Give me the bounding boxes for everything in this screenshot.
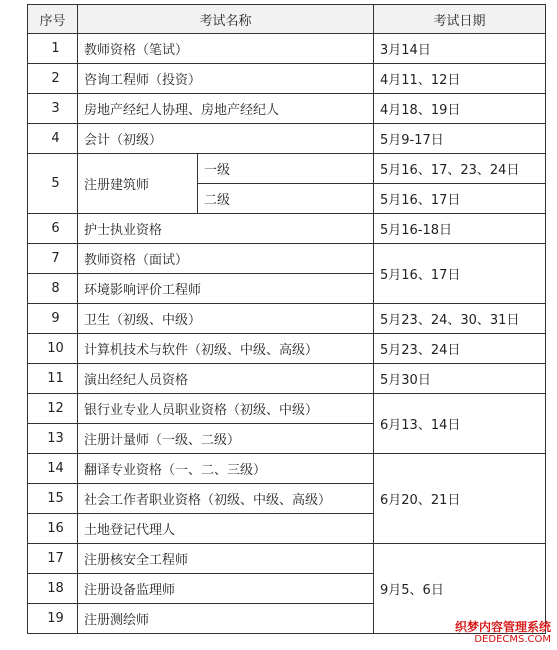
row-number: 8 <box>28 274 78 304</box>
row-number: 19 <box>28 604 78 634</box>
exam-name: 计算机技术与软件（初级、中级、高级） <box>78 334 374 364</box>
row-number: 3 <box>28 94 78 124</box>
exam-date: 9月5、6日 <box>374 544 546 634</box>
table-row <box>28 544 546 574</box>
header-no: 序号 <box>28 5 78 34</box>
table-row <box>28 34 546 64</box>
exam-name: 卫生（初级、中级） <box>78 304 374 334</box>
exam-name: 翻译专业资格（一、二、三级） <box>78 454 374 484</box>
watermark <box>455 620 551 646</box>
exam-date: 4月11、12日 <box>374 64 546 94</box>
exam-name: 教师资格（笔试） <box>78 34 374 64</box>
exam-name: 注册计量师（一级、二级） <box>78 424 374 454</box>
row-number: 16 <box>28 514 78 544</box>
table-row <box>28 244 546 274</box>
watermark-title: 织梦内容管理系统 <box>454 619 551 634</box>
exam-date: 5月16-18日 <box>374 214 546 244</box>
exam-name: 演出经纪人员资格 <box>78 364 374 394</box>
table-row <box>28 154 546 184</box>
exam-name: 社会工作者职业资格（初级、中级、高级） <box>78 484 374 514</box>
exam-date: 6月20、21日 <box>374 454 546 544</box>
row-number: 17 <box>28 544 78 574</box>
exam-name: 环境影响评价工程师 <box>78 274 374 304</box>
header-exam-name: 考试名称 <box>78 5 374 34</box>
exam-date: 3月14日 <box>374 34 546 64</box>
exam-date: 6月13、14日 <box>374 394 546 454</box>
exam-name: 土地登记代理人 <box>78 514 374 544</box>
exam-name: 教师资格（面试） <box>78 244 374 274</box>
table-row <box>28 304 546 334</box>
row-number: 6 <box>28 214 78 244</box>
row-number: 4 <box>28 124 78 154</box>
exam-schedule-table <box>27 4 546 634</box>
table-row <box>28 364 546 394</box>
header-exam-date: 考试日期 <box>374 5 546 34</box>
row-number: 9 <box>28 304 78 334</box>
exam-name: 注册测绘师 <box>78 604 374 634</box>
exam-date: 5月9-17日 <box>374 124 546 154</box>
watermark-domain: DEDECMS.COM <box>474 634 551 645</box>
table-row <box>28 64 546 94</box>
row-number: 10 <box>28 334 78 364</box>
exam-name: 注册设备监理师 <box>78 574 374 604</box>
exam-date: 5月23、24日 <box>374 334 546 364</box>
row-number: 12 <box>28 394 78 424</box>
row-number: 2 <box>28 64 78 94</box>
exam-date: 5月30日 <box>374 364 546 394</box>
exam-name: 注册核安全工程师 <box>78 544 374 574</box>
exam-date: 4月18、19日 <box>374 94 546 124</box>
table-row <box>28 124 546 154</box>
row-number: 1 <box>28 34 78 64</box>
exam-date: 5月16、17日 <box>374 184 546 214</box>
exam-date: 5月16、17日 <box>374 244 546 304</box>
exam-level: 一级 <box>198 154 374 184</box>
table-row <box>28 394 546 424</box>
row-number: 14 <box>28 454 78 484</box>
exam-name: 房地产经纪人协理、房地产经纪人 <box>78 94 374 124</box>
row-number: 15 <box>28 484 78 514</box>
exam-name: 银行业专业人员职业资格（初级、中级） <box>78 394 374 424</box>
header-row <box>28 5 546 34</box>
table-row <box>28 94 546 124</box>
table-row <box>28 454 546 484</box>
exam-name: 咨询工程师（投资） <box>78 64 374 94</box>
exam-date: 5月16、17、23、24日 <box>374 154 546 184</box>
row-number: 13 <box>28 424 78 454</box>
row-number: 5 <box>28 154 78 214</box>
row-number: 7 <box>28 244 78 274</box>
table-row <box>28 214 546 244</box>
exam-name: 护士执业资格 <box>78 214 374 244</box>
exam-date: 5月23、24、30、31日 <box>374 304 546 334</box>
exam-name: 会计（初级） <box>78 124 374 154</box>
exam-level: 二级 <box>198 184 374 214</box>
table-row <box>28 334 546 364</box>
row-number: 11 <box>28 364 78 394</box>
row-number: 18 <box>28 574 78 604</box>
exam-name: 注册建筑师 <box>78 154 198 214</box>
